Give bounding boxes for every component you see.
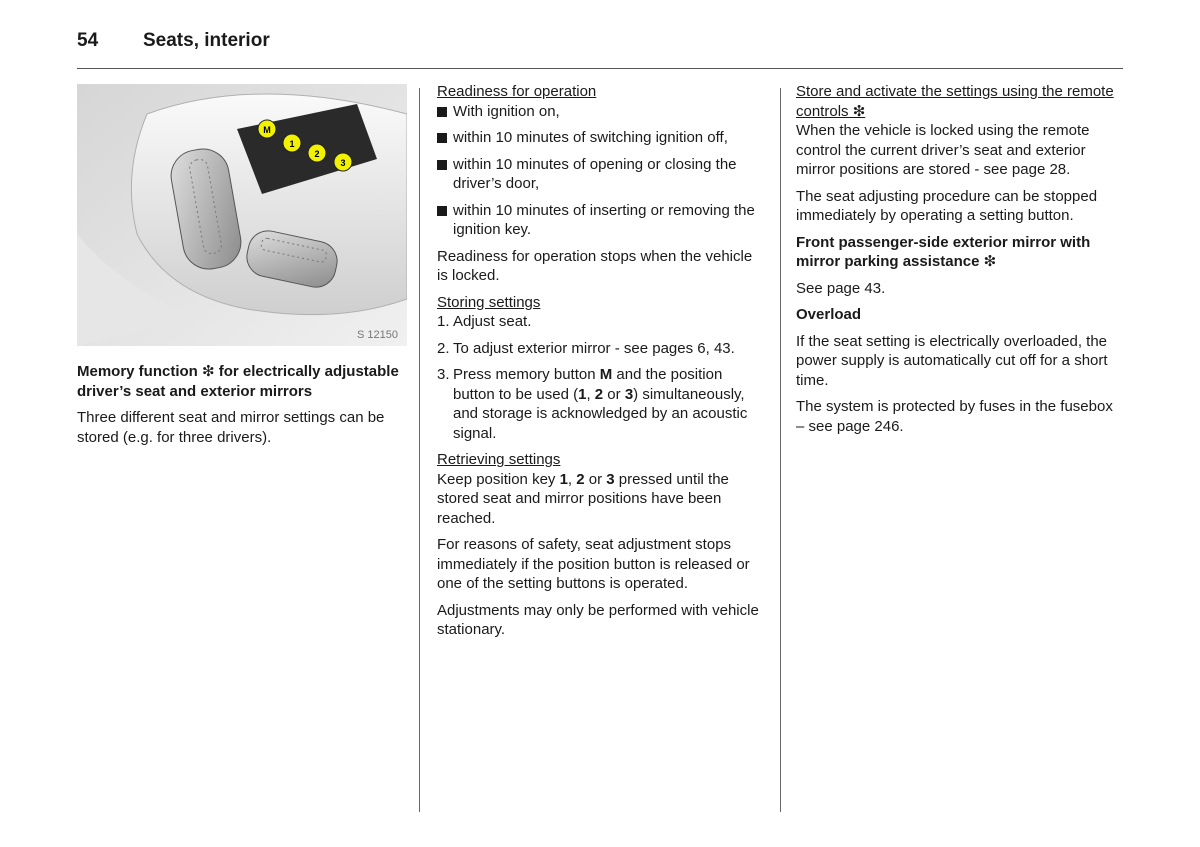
memory-function-heading: Memory function ❇ for electrically adjustable driver’s seat and exterior mirrors [77,363,399,400]
retrieving-text: Keep position key 1, 2 or 3 pressed until the stored seat and mirror positions have been reached. [437,470,729,527]
overload-text: If the seat setting is electrically overloaded, the power supply is automatically cut off for a short time. [796,332,1108,389]
list-item: 2. To adjust exterior mirror - see pages 6, 43. [437,339,735,357]
list-item: 1. Adjust seat. [437,313,532,330]
memory-buttons-illustration [77,84,407,346]
column-1 [77,362,405,454]
storing-title: Storing settings [437,293,541,311]
stop-text: The seat adjusting procedure can be stopped immediately by operating a setting button. [796,187,1098,224]
svg-text:3: 3 [340,158,346,168]
figure-label: S 12150 [357,329,398,341]
safety-text: For reasons of safety, seat adjustment stops immediately if the position button is released or one of the setting buttons is operated. [437,536,750,592]
svg-text:2: 2 [314,149,320,159]
list-item: 3. Press memory button M and the position button to be used (1, 2 or 3) simultaneously, and storage is acknowledged by an acoustic signal. [437,366,748,442]
mirror-heading: Front passenger-side exterior mirror with mirror parking assistance ❇ [796,233,1091,270]
column-divider-1 [419,88,420,812]
list-item: within 10 minutes of inserting or removing the ignition key. [437,201,767,240]
memory-function-text: Three different seat and mirror settings can be stored (e.g. for three drivers). [77,409,385,446]
remote-text: When the vehicle is locked using the remote control the current driver’s seat and exterior mirror positions are stored - see page 28. [796,122,1090,178]
page-header [77,30,270,52]
column-3 [796,82,1124,443]
overload-heading: Overload [796,306,862,323]
readiness-list [437,102,767,240]
column-2 [437,82,767,647]
list-item: within 10 minutes of switching ignition off, [437,128,767,148]
svg-text:M: M [263,125,271,135]
header-rule [77,68,1123,69]
list-item: With ignition on, [437,102,767,122]
list-item: within 10 minutes of opening or closing the driver’s door, [437,155,767,194]
column-divider-2 [780,88,781,812]
readiness-stop-text: Readiness for operation stops when the vehicle is locked. [437,247,753,284]
page-number: 54 [77,30,99,51]
storing-steps [437,312,767,443]
fuse-text: The system is protected by fuses in the fusebox – see page 246. [796,398,1113,435]
stationary-text: Adjustments may only be performed with vehicle stationary. [437,601,759,638]
button-1-icon [283,134,301,152]
button-3-icon [334,153,352,171]
retrieving-title: Retrieving settings [437,451,561,468]
section-title: Seats, interior [143,30,270,51]
mirror-text: See page 43. [796,279,886,297]
button-m-icon [258,120,276,138]
readiness-title: Readiness for operation [437,83,597,100]
remote-title: Store and activate the settings using the remote controls ❇ [796,83,1114,120]
button-2-icon [308,144,326,162]
svg-text:1: 1 [289,139,295,149]
